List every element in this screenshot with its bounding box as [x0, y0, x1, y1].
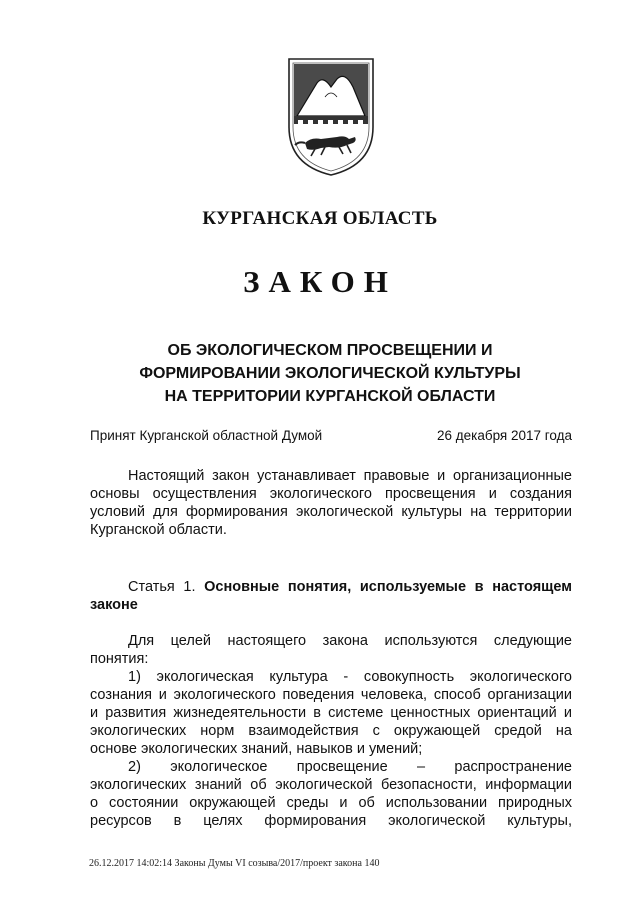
body-line: и развития жизнедеятельности в системе ценностных ориентаций и	[90, 705, 572, 721]
body-line: ресурсов в целях формирования экологической культуры,	[90, 813, 572, 829]
region-name: КУРГАНСКАЯ ОБЛАСТЬ	[202, 208, 438, 229]
body-line: о состоянии окружающей среды и об использовании природных	[90, 795, 572, 811]
preamble-line: Настоящий закон устанавливает правовые и организационные	[128, 468, 572, 484]
preamble-line: условий для формирования экологической культуры на территории	[90, 504, 572, 520]
preamble-line: Курганской области.	[90, 522, 227, 538]
preamble-line: основы осуществления экологического просвещения и создания	[90, 486, 572, 502]
article-title: Основные понятия, используемые в настоящем	[204, 579, 572, 595]
body-line: экологических знаний об экологической безопасности, информации	[90, 777, 572, 793]
law-title-line: ОБ ЭКОЛОГИЧЕСКОМ ПРОСВЕЩЕНИИ И	[167, 342, 493, 359]
article-title-continued: законе	[90, 597, 138, 613]
body-line: сознания и экологического поведения человека, способ организации	[90, 687, 572, 703]
body-line: 2) экологическое просвещение – распространение	[128, 759, 572, 775]
body-line: понятия:	[90, 651, 149, 667]
definition-item-1	[90, 668, 572, 758]
article-1-heading	[90, 578, 572, 614]
article-heading-line	[90, 578, 572, 596]
article-1-intro	[90, 632, 572, 668]
law-title	[90, 339, 570, 408]
body-line: Для целей настоящего закона используются следующие	[128, 633, 572, 649]
adoption-date: 26 декабря 2017 года	[436, 428, 572, 443]
body-line: основе экологических знаний, навыков и умений;	[90, 741, 423, 757]
body-line: экологических норм взаимодействия с окружающей средой на	[90, 723, 572, 739]
preamble	[90, 467, 572, 539]
coat-of-arms-icon	[281, 57, 381, 177]
adopted-by: Принят Курганской областной Думой	[90, 428, 323, 443]
article-number: Статья 1.	[128, 579, 196, 595]
law-title-line: НА ТЕРРИТОРИИ КУРГАНСКОЙ ОБЛАСТИ	[164, 388, 496, 405]
document-footer: 26.12.2017 14:02:14 Законы Думы VI созыва/2017/проект закона 140	[89, 858, 380, 869]
body-line: 1) экологическая культура - совокупность экологического	[128, 669, 572, 685]
definition-item-2	[90, 758, 572, 830]
law-title-line: ФОРМИРОВАНИИ ЭКОЛОГИЧЕСКОЙ КУЛЬТУРЫ	[139, 365, 521, 382]
document-type: ЗАКОН	[243, 264, 397, 299]
